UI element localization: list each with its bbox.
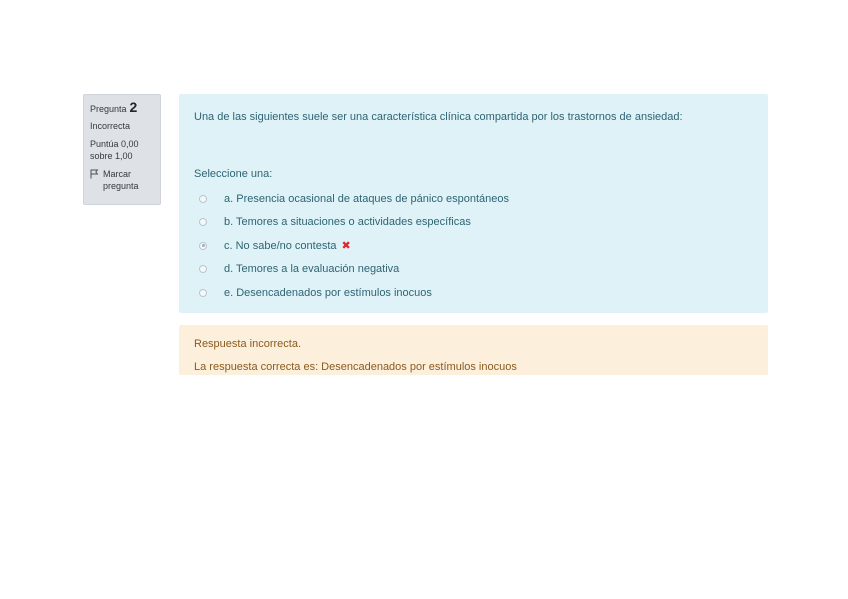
question-text: Una de las siguientes suele ser una característica clínica compartida por los trastornos de ansiedad: (194, 111, 683, 123)
answer-label: b. Temores a situaciones o actividades específicas (224, 216, 471, 229)
incorrect-icon: ✖ (341, 240, 351, 253)
flag-icon (90, 169, 99, 179)
feedback-result: Respuesta incorrecta. (194, 338, 301, 350)
question-formulation (179, 94, 768, 313)
radio-button[interactable] (199, 265, 207, 273)
radio-button[interactable] (199, 195, 207, 203)
flag-question-label: Marcar pregunta (103, 169, 139, 191)
question-info-panel (83, 94, 161, 205)
answer-label: c. No sabe/no contesta (224, 239, 337, 252)
answer-option-a[interactable] (194, 187, 753, 211)
question-number-value: 2 (129, 99, 138, 115)
correct-answer-text: La respuesta correcta es: Desencadenados por estímulos inocuos (194, 361, 517, 373)
answer-prompt: Seleccione una: (194, 168, 273, 180)
answer-option-d[interactable] (194, 258, 753, 282)
flag-question-button[interactable] (90, 168, 154, 192)
answer-option-b[interactable] (194, 211, 753, 235)
answer-label: e. Desencadenados por estímulos inocuos (224, 286, 432, 299)
radio-button[interactable] (199, 289, 207, 297)
question-state: Incorrecta (90, 121, 131, 131)
radio-button[interactable] (199, 218, 207, 226)
question-grade: Puntúa 0,00 sobre 1,00 (90, 139, 139, 161)
answer-option-c[interactable] (194, 234, 753, 258)
answer-option-e[interactable] (194, 281, 753, 305)
answer-list (194, 187, 753, 305)
question-label: Pregunta (90, 104, 127, 114)
answer-label: a. Presencia ocasional de ataques de pánico espontáneos (224, 192, 509, 205)
question-number (90, 101, 154, 115)
answer-label: d. Temores a la evaluación negativa (224, 263, 400, 276)
feedback-panel (179, 325, 768, 375)
radio-button-selected[interactable] (199, 242, 207, 250)
